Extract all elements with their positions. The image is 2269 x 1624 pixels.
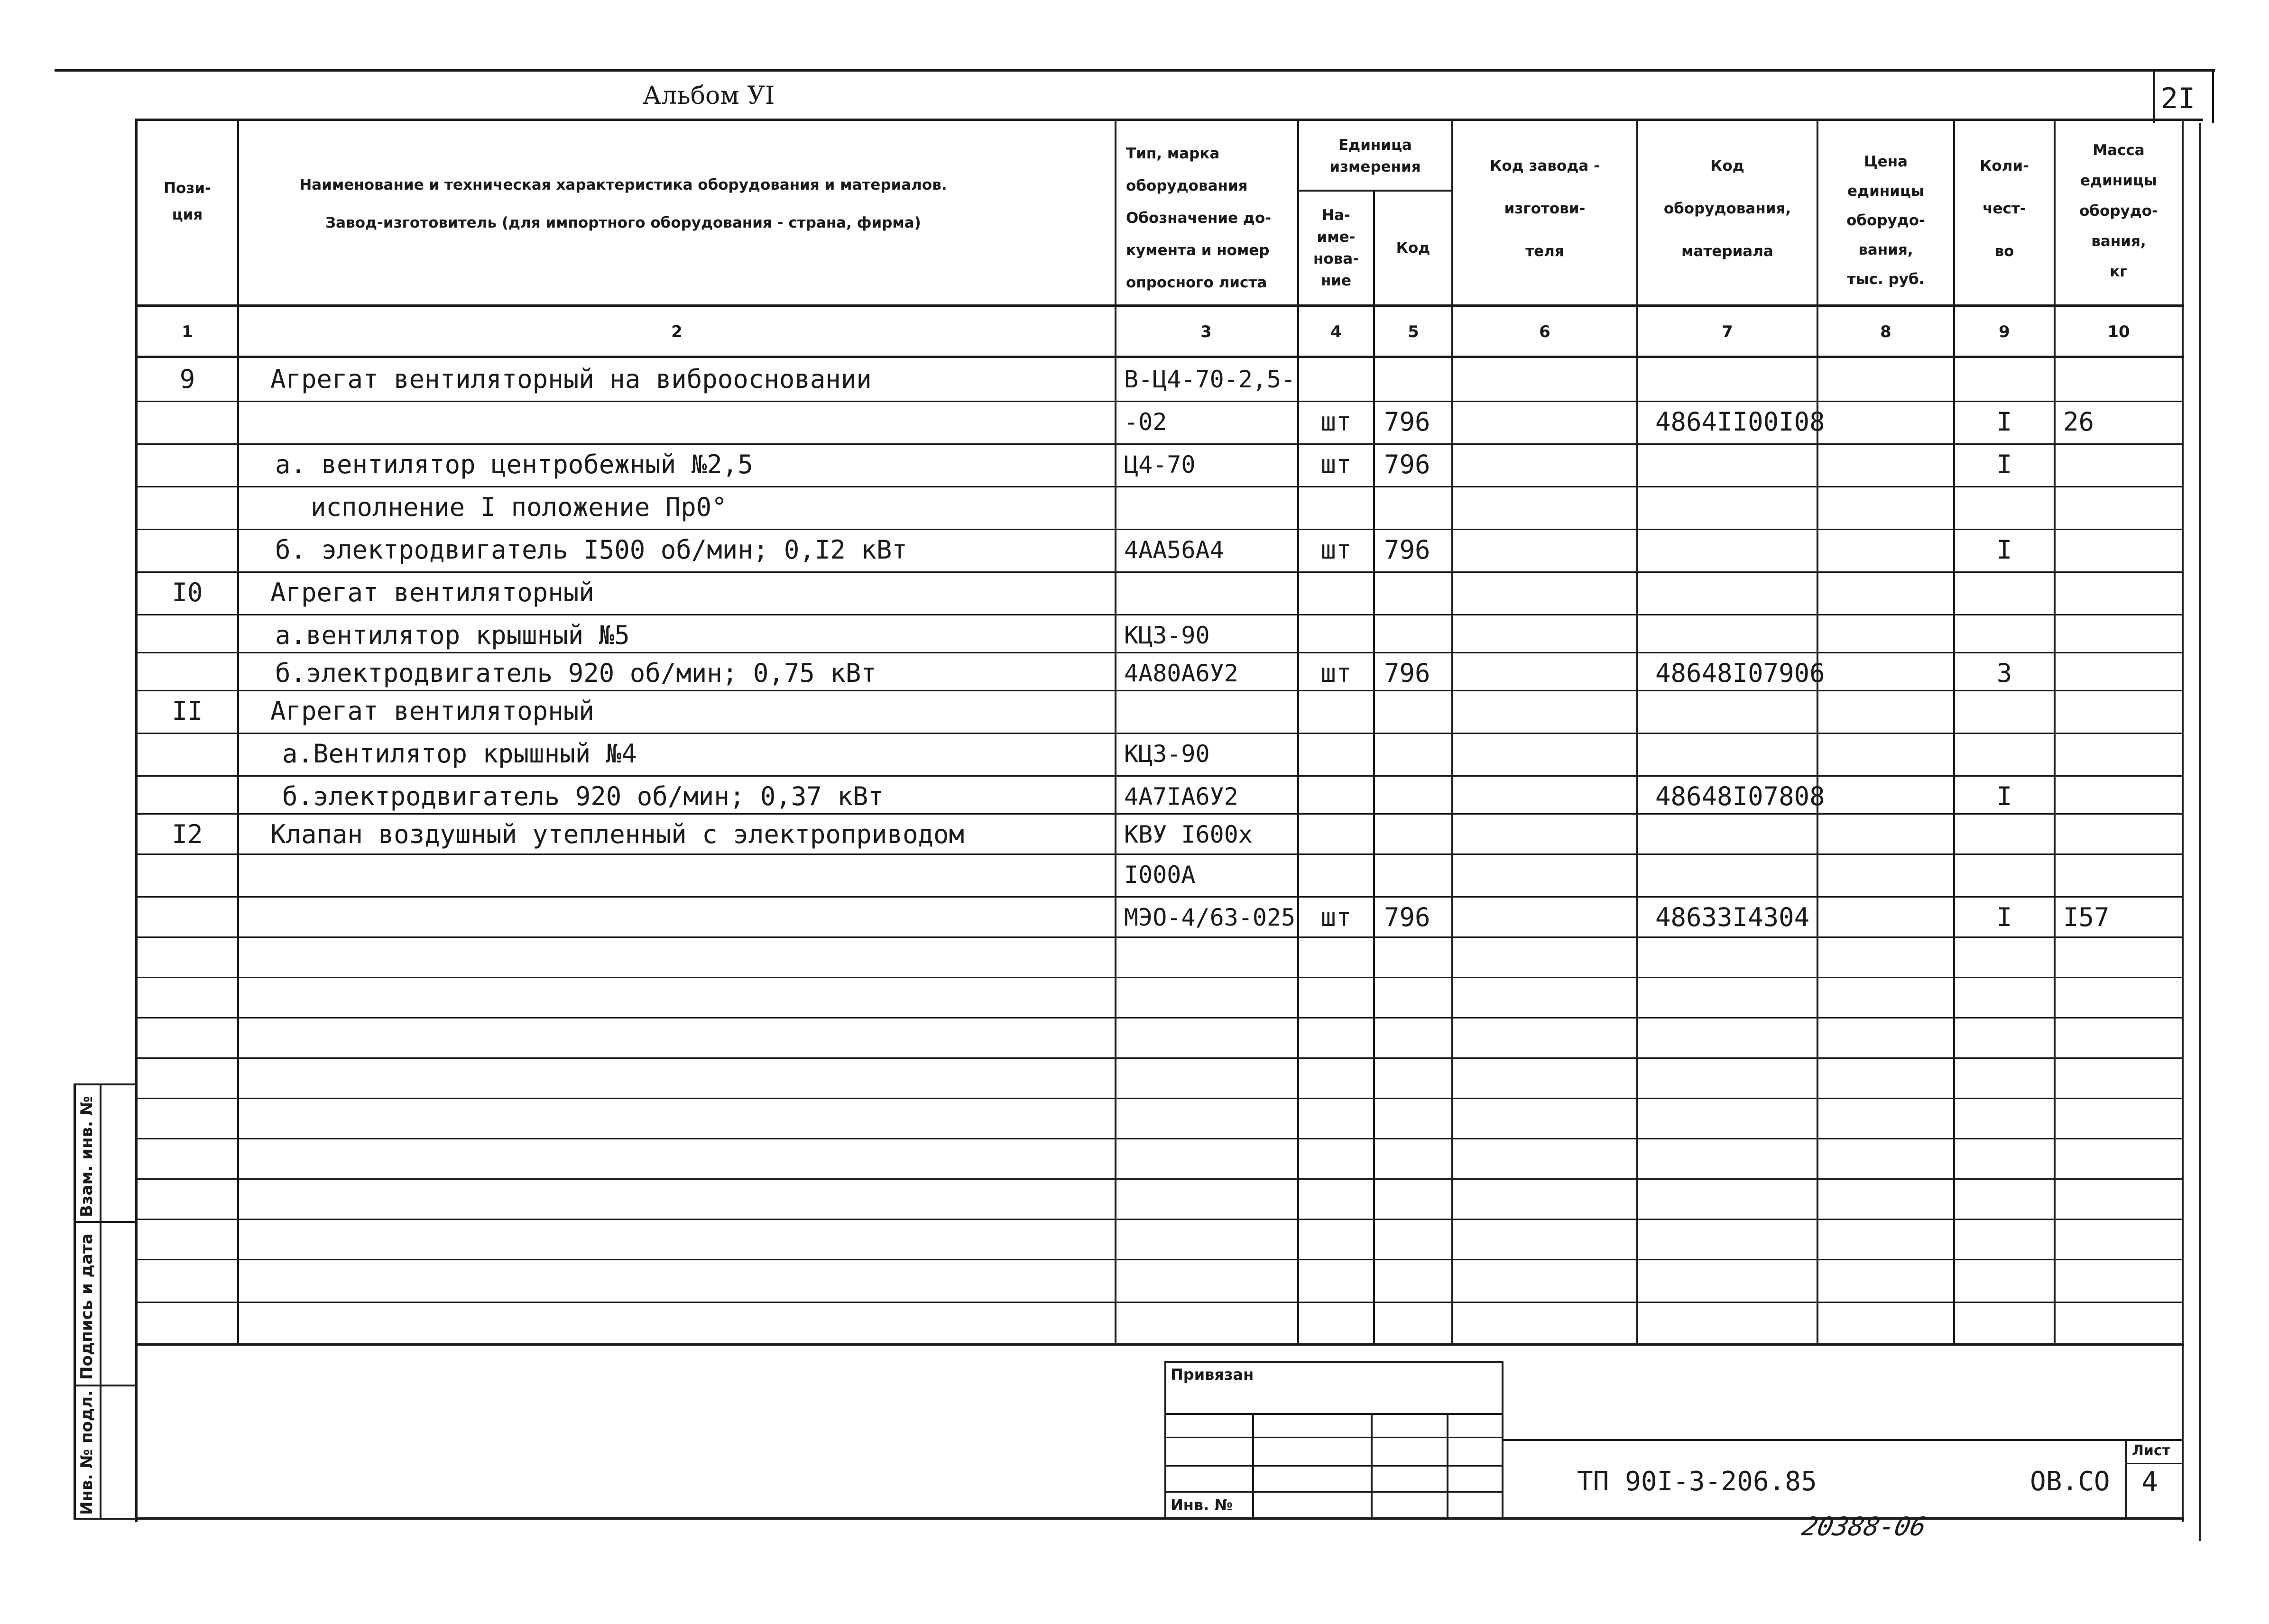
header-text: измерения <box>1329 158 1421 175</box>
stamp-line <box>1164 1361 1503 1363</box>
stamp-line <box>1164 1465 1503 1467</box>
cell-name: б.электродвигатель 920 об/мин; 0,37 кВт <box>282 781 884 811</box>
stamp-line <box>2125 1439 2127 1520</box>
cell-type: 4АА56А4 <box>1124 536 1224 564</box>
header-text: Цена <box>1863 153 1908 170</box>
header-text: оборудования <box>1126 177 1248 194</box>
cell-unit: шт <box>1320 407 1352 437</box>
stamp-line <box>1164 1413 1503 1415</box>
header-text: единицы <box>1847 183 1924 200</box>
column-number: 5 <box>1408 322 1419 341</box>
stamp-line <box>1447 1413 1448 1520</box>
header-text: Пози- <box>164 180 211 197</box>
cell-pos: II <box>172 696 203 726</box>
cell-name: а.Вентилятор крышный №4 <box>282 739 637 769</box>
column-number: 4 <box>1330 322 1342 341</box>
cell-type: I000А <box>1124 861 1196 889</box>
cell-mass: I57 <box>2063 902 2110 932</box>
cell-unit: шт <box>1320 450 1352 479</box>
header-text: Коли- <box>1980 157 2029 174</box>
header-text: во <box>1994 243 2014 260</box>
side-label-signature: Подпись и дата <box>77 1233 96 1380</box>
header-text: Обозначение до- <box>1126 210 1272 227</box>
column-number: 8 <box>1880 322 1891 341</box>
header-text: изготови- <box>1504 200 1586 217</box>
cell-name: Агрегат вентиляторный на виброосновании <box>270 364 872 394</box>
header-text: оборудо- <box>1846 212 1925 229</box>
header-text: оборудования, <box>1663 200 1791 217</box>
cell-pos: 9 <box>179 364 195 394</box>
column-number: 3 <box>1200 322 1212 341</box>
column-number: 10 <box>2107 322 2130 341</box>
cell-unit: шт <box>1320 658 1352 688</box>
header-text: оборудо- <box>2079 202 2158 220</box>
cell-qty: I <box>1996 450 2012 479</box>
stamp-line <box>1164 1361 1166 1520</box>
cell-code: 796 <box>1384 902 1430 932</box>
stamp-line <box>1371 1413 1373 1520</box>
sheet-label: Лист <box>2132 1442 2171 1459</box>
header-text: кумента и номер <box>1126 242 1270 259</box>
header-text: Масса <box>2093 142 2145 159</box>
column-number: 6 <box>1539 322 1550 341</box>
cell-type: 4А80А6У2 <box>1124 660 1238 687</box>
header-text: ция <box>172 206 203 223</box>
cell-type: КЦЗ-90 <box>1124 740 1210 768</box>
header-text: тыс. руб. <box>1847 271 1925 288</box>
header-text: единицы <box>2080 172 2157 189</box>
header-text: Тип, марка <box>1126 145 1220 162</box>
cell-qty: I <box>1996 902 2012 932</box>
sheet-number: 4 <box>2141 1466 2158 1498</box>
cell-code: 796 <box>1384 407 1430 437</box>
header-text: Единица <box>1338 137 1412 154</box>
cell-mass: 26 <box>2063 407 2094 437</box>
column-number: 9 <box>1999 322 2010 341</box>
cell-unit: шт <box>1320 902 1352 932</box>
stamp-line <box>1164 1437 1503 1438</box>
header-text: вания, <box>2091 233 2146 250</box>
header-text: чест- <box>1983 200 2026 217</box>
cell-unit: шт <box>1320 535 1352 565</box>
header-text: име- <box>1317 229 1356 246</box>
page-number: 2I <box>2161 82 2195 115</box>
header-text: кг <box>2110 263 2128 280</box>
document-code: ТП 90I-3-206.85 <box>1577 1466 1817 1497</box>
cell-type: КВУ I600х <box>1124 821 1253 848</box>
header-text: нова- <box>1313 250 1359 267</box>
cell-qty: 3 <box>1996 658 2012 688</box>
cell-name: Агрегат вентиляторный <box>270 696 594 726</box>
album-title: Альбом УI <box>643 82 775 110</box>
cell-name: б.электродвигатель 920 об/мин; 0,75 кВт <box>275 658 876 688</box>
stamp-line <box>1164 1491 1503 1493</box>
cell-equip: 4864II00I08 <box>1655 407 1825 437</box>
cell-name: а. вентилятор центробежный №2,5 <box>275 450 753 479</box>
stamp-line <box>1252 1413 1254 1520</box>
side-label-inventory: Инв. № подл. <box>77 1390 96 1515</box>
cell-qty: I <box>1996 535 2012 565</box>
cell-equip: 48633I4304 <box>1655 902 1810 932</box>
stamp-line <box>1502 1439 2182 1441</box>
cell-name: а.вентилятор крышный №5 <box>275 620 630 650</box>
cell-type: Ц4-70 <box>1124 451 1196 478</box>
cell-name: б. электродвигатель I500 об/мин; 0,I2 кВт <box>275 535 907 565</box>
column-number: 7 <box>1722 322 1733 341</box>
archive-number: 20388-06 <box>1799 1512 1929 1541</box>
cell-type: КЦЗ-90 <box>1124 622 1210 649</box>
stamp-line <box>2125 1463 2182 1464</box>
cell-code: 796 <box>1384 450 1430 479</box>
cell-code: 796 <box>1384 535 1430 565</box>
header-text: Код завода - <box>1490 157 1600 174</box>
cell-name: Агрегат вентиляторный <box>270 578 594 607</box>
section-code: ОВ.СО <box>2030 1466 2110 1497</box>
cell-code: 796 <box>1384 658 1430 688</box>
cell-type: В-Ц4-70-2,5- <box>1124 366 1296 393</box>
header-text: Код <box>1710 157 1744 174</box>
header-text: ние <box>1320 272 1352 289</box>
cell-name: Клапан воздушный утепленный с электроприводом <box>270 819 964 849</box>
header-text: материала <box>1681 243 1773 260</box>
side-label-replacement: Взам. инв. № <box>77 1096 96 1217</box>
stamp-privyazan: Привязан <box>1171 1366 1254 1384</box>
header-text: вания, <box>1858 241 1913 258</box>
cell-name: исполнение I положение Пр0° <box>311 492 727 522</box>
cell-type: МЭО-4/63-025 <box>1124 904 1296 931</box>
header-text: Код <box>1396 239 1430 257</box>
header-text: Наименование и техническая характеристика оборудования и материалов. <box>299 176 947 193</box>
header-text: опросного листа <box>1126 274 1267 291</box>
cell-type: 4А7IА6У2 <box>1124 783 1238 810</box>
cell-equip: 48648I07906 <box>1655 658 1825 688</box>
cell-qty: I <box>1996 781 2012 811</box>
header-text: Завод-изготовитель (для импортного оборудования - страна, фирма) <box>325 214 921 231</box>
cell-equip: 48648I07808 <box>1655 781 1825 811</box>
cell-type: -02 <box>1124 408 1167 436</box>
header-text: теля <box>1525 243 1564 260</box>
column-number: 2 <box>671 322 683 341</box>
header-text: На- <box>1322 207 1350 224</box>
cell-pos: I2 <box>172 819 203 849</box>
column-number: 1 <box>182 322 193 341</box>
cell-qty: I <box>1996 407 2012 437</box>
cell-pos: I0 <box>172 578 203 607</box>
stamp-inv-no: Инв. № <box>1171 1496 1233 1514</box>
